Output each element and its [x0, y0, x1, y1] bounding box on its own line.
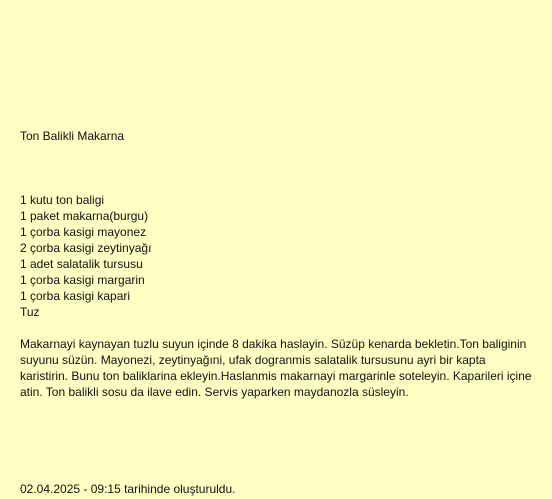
ingredient-item: 1 çorba kasigi mayonez	[20, 225, 147, 239]
ingredient-item: Tuz	[20, 305, 40, 319]
ingredient-item: 1 adet salatalik tursusu	[20, 257, 143, 271]
ingredient-item: 1 paket makarna(burgu)	[20, 209, 149, 223]
ingredient-item: 1 çorba kasigi margarin	[20, 273, 145, 287]
ingredient-item: 1 çorba kasigi kapari	[20, 289, 131, 303]
ingredient-list	[20, 192, 151, 320]
ingredient-item: 1 kutu ton baligi	[20, 193, 105, 207]
recipe-instructions: Makarnayi kaynayan tuzlu suyun içinde 8 dakika haslayin. Süzüp kenarda bekletin.Ton baliginin suyunu süzün. Mayonezi, zeytinyağıni, ufak dogranmis salatalik tursusunu ayri bir kapta karistirin. Bunu ton baliklarina ekleyin.Haslanmis makarnayi margarinle soteleyin. Kaparileri içine atin. Ton balikli sosu da ilave edin. Servis yaparken maydanozla süsleyin.	[20, 337, 532, 399]
ingredient-item: 2 çorba kasigi zeytinyağı	[20, 241, 152, 255]
created-timestamp: 02.04.2025 - 09:15 tarihinde oluşturuldu.	[20, 482, 236, 496]
recipe-title: Ton Balikli Makarna	[20, 129, 125, 143]
